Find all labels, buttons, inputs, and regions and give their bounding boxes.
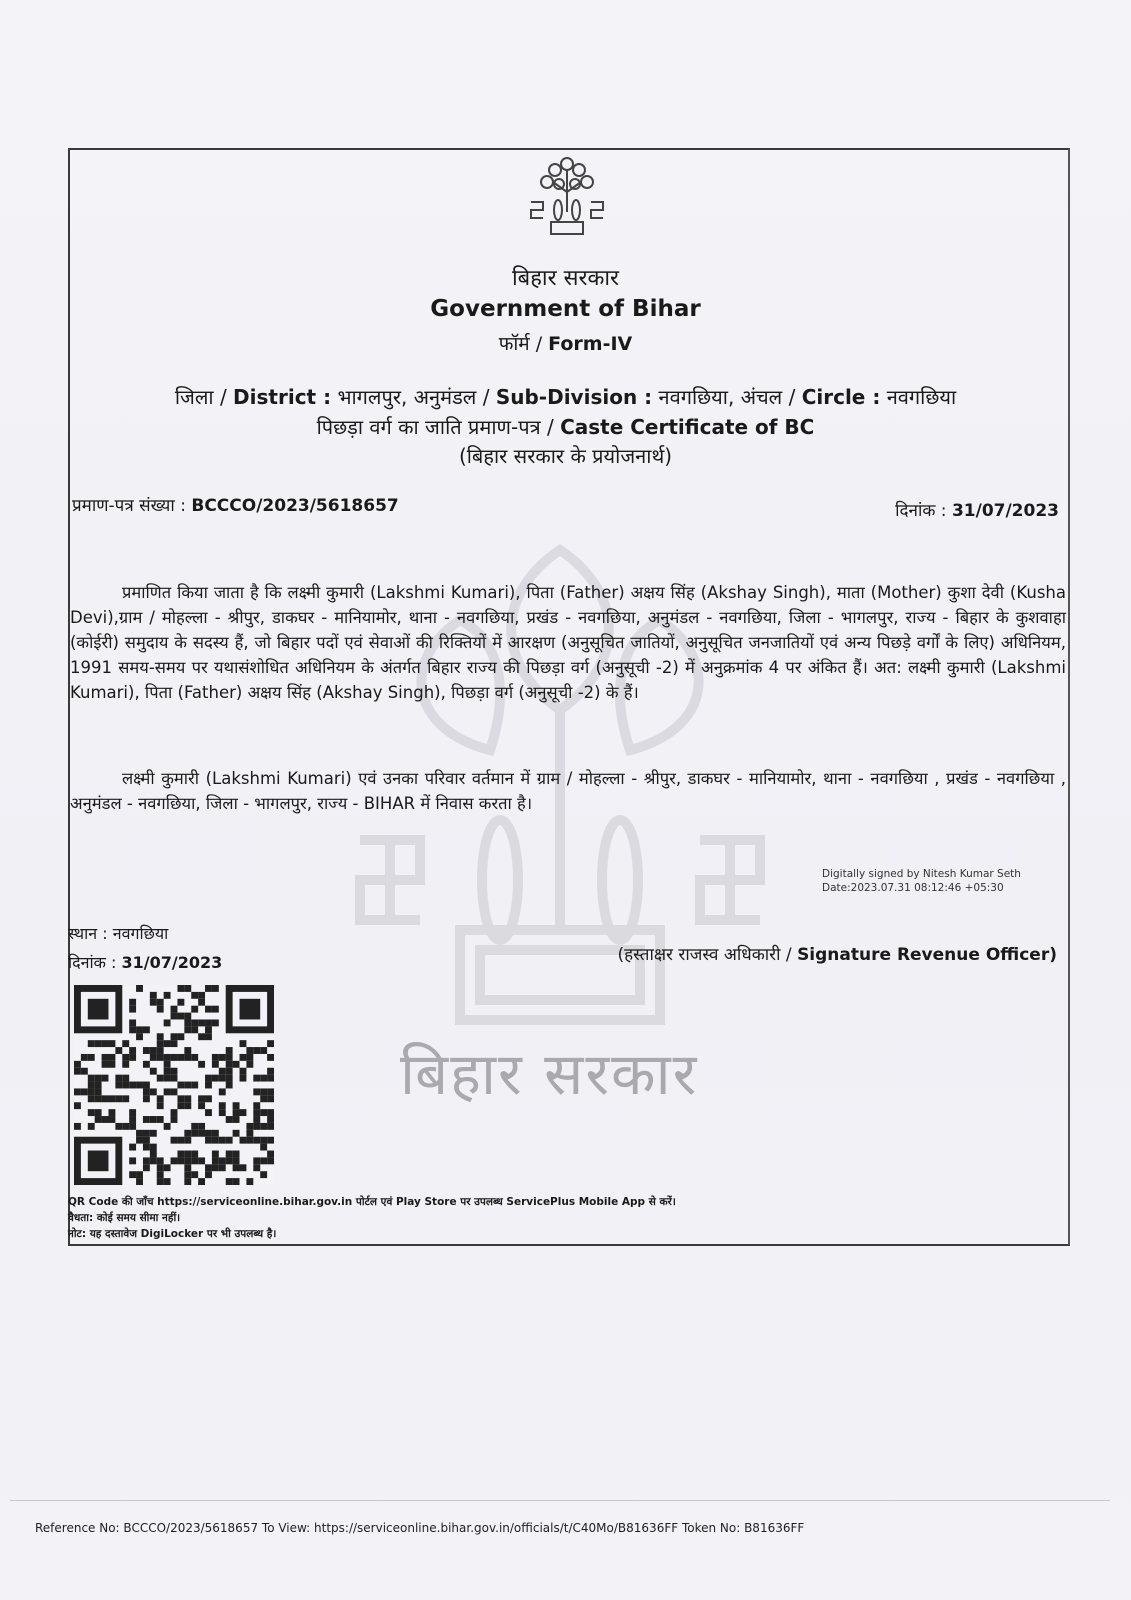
digital-signature-signer: Digitally signed by Nitesh Kumar Seth [822, 868, 1021, 880]
place-value: नवगछिया [112, 924, 169, 943]
reference-line: Reference No: BCCCO/2023/5618657 To View: https://serviceonline.bihar.gov.in/officials/t/C40Mo/B81636FF Token No: B81636FF [35, 1521, 805, 1535]
signature-label-english: Signature Revenue Officer) [797, 945, 1057, 965]
certificate-title-hindi: पिछड़ा वर्ग का जाति प्रमाण-पत्र / [316, 415, 554, 439]
district-label-hindi: जिला / [174, 385, 227, 409]
qr-verification-note: QR Code की जाँच https://serviceonline.bihar.gov.in पोर्टल एवं Play Store पर उपलब्ध ServicePlus Mobile App से करें। [68, 1196, 676, 1208]
certificate-title-english: Caste Certificate of BC [560, 415, 815, 439]
certificate-number [72, 493, 399, 516]
subdivision-label-hindi: अनुमंडल / [413, 385, 490, 409]
form-label-english: Form-IV [548, 333, 633, 355]
gov-title-english: Government of Bihar [430, 296, 701, 322]
footer-divider [10, 1500, 1110, 1501]
district-value: भागलपुर, [337, 385, 408, 409]
qr-code [74, 985, 274, 1185]
bihar-emblem-icon [527, 152, 607, 240]
footer-date [68, 951, 222, 973]
certificate-number-value: BCCCO/2023/5618657 [191, 496, 399, 516]
place [68, 922, 168, 944]
signature-label-hindi: (हस्ताक्षर राजस्व अधिकारी / [617, 945, 792, 965]
digital-signature-date: Date:2023.07.31 08:12:46 +05:30 [822, 882, 1004, 894]
certificate-number-label: प्रमाण-पत्र संख्या : [72, 496, 186, 516]
validity-note: वैधता: कोई समय सीमा नहीं। [68, 1212, 181, 1224]
issue-date-label: दिनांक : [895, 501, 947, 521]
certificate-purpose: (बिहार सरकार के प्रयोजनार्थ) [458, 444, 673, 468]
form-label-hindi: फॉर्म / [498, 333, 543, 355]
watermark-text: बिहार सरकार [400, 1040, 699, 1108]
circle-label-english: Circle : [801, 385, 881, 409]
circle-label-hindi: अंचल / [740, 385, 796, 409]
circle-value: नवगछिया [886, 385, 957, 409]
digilocker-note: नोट: यह दस्तावेज DigiLocker पर भी उपलब्ध है। [68, 1228, 277, 1240]
certificate-body-paragraph-1: प्रमाणित किया जाता है कि लक्ष्मी कुमारी (Lakshmi Kumari), पिता (Father) अक्षय सिंह (Akshay Singh), माता (Mother) कुशा देवी (Kusha Devi),ग्राम / मोहल्ला - श्रीपुर, डाकघर - मानियामोर, थाना - नवगछिया, प्रखंड - नवगछिया, अनुमंडल - नवगछिया, जिला - भागलपुर, राज्य - बिहार के कुशवाहा (कोईरी) समुदाय के सदस्य हैं, जो बिहार पदों एवं सेवाओं की रिक्तियों में आरक्षण (अनुसूचित जातियों, अनुसूचित जनजातियों एवं अन्य पिछड़े वर्गों के लिए) अधिनियम, 1991 समय-समय पर यथासंशोधित अधिनियम के अंतर्गत बिहार राज्य की पिछड़ा वर्ग (अनुसूची -2) में अनुक्रमांक 4 पर अंकित हैं। अत: लक्ष्मी कुमारी (Lakshmi Kumari), पिता (Father) अक्षय सिंह (Akshay Singh), पिछड़ा वर्ग (अनुसूची -2) के हैं। [70, 583, 1066, 702]
issue-date-value: 31/07/2023 [951, 501, 1059, 521]
gov-title-hindi: बिहार सरकार [511, 266, 620, 291]
issue-date [895, 498, 1059, 521]
subdivision-value: नवगछिया, [658, 385, 735, 409]
place-label: स्थान : [68, 924, 108, 943]
location-line [0, 383, 1131, 410]
district-label-english: District : [233, 385, 332, 409]
digital-signature [822, 867, 1021, 895]
footer-date-value: 31/07/2023 [121, 953, 223, 972]
certificate-title [0, 413, 1131, 440]
certificate-body-paragraph-2: लक्ष्मी कुमारी (Lakshmi Kumari) एवं उनका परिवार वर्तमान में ग्राम / मोहल्ला - श्रीपुर, डाकघर - मानियामोर, थाना - नवगछिया , प्रखंड - नवगछिया , अनुमंडल - नवगछिया, जिला - भागलपुर, राज्य - BIHAR में निवास करता है। [70, 769, 1066, 813]
footer-notes [68, 1194, 676, 1242]
signature-label [618, 942, 1058, 965]
form-title [0, 330, 1131, 356]
subdivision-label-english: Sub-Division : [495, 385, 653, 409]
footer-date-label: दिनांक : [68, 953, 117, 972]
